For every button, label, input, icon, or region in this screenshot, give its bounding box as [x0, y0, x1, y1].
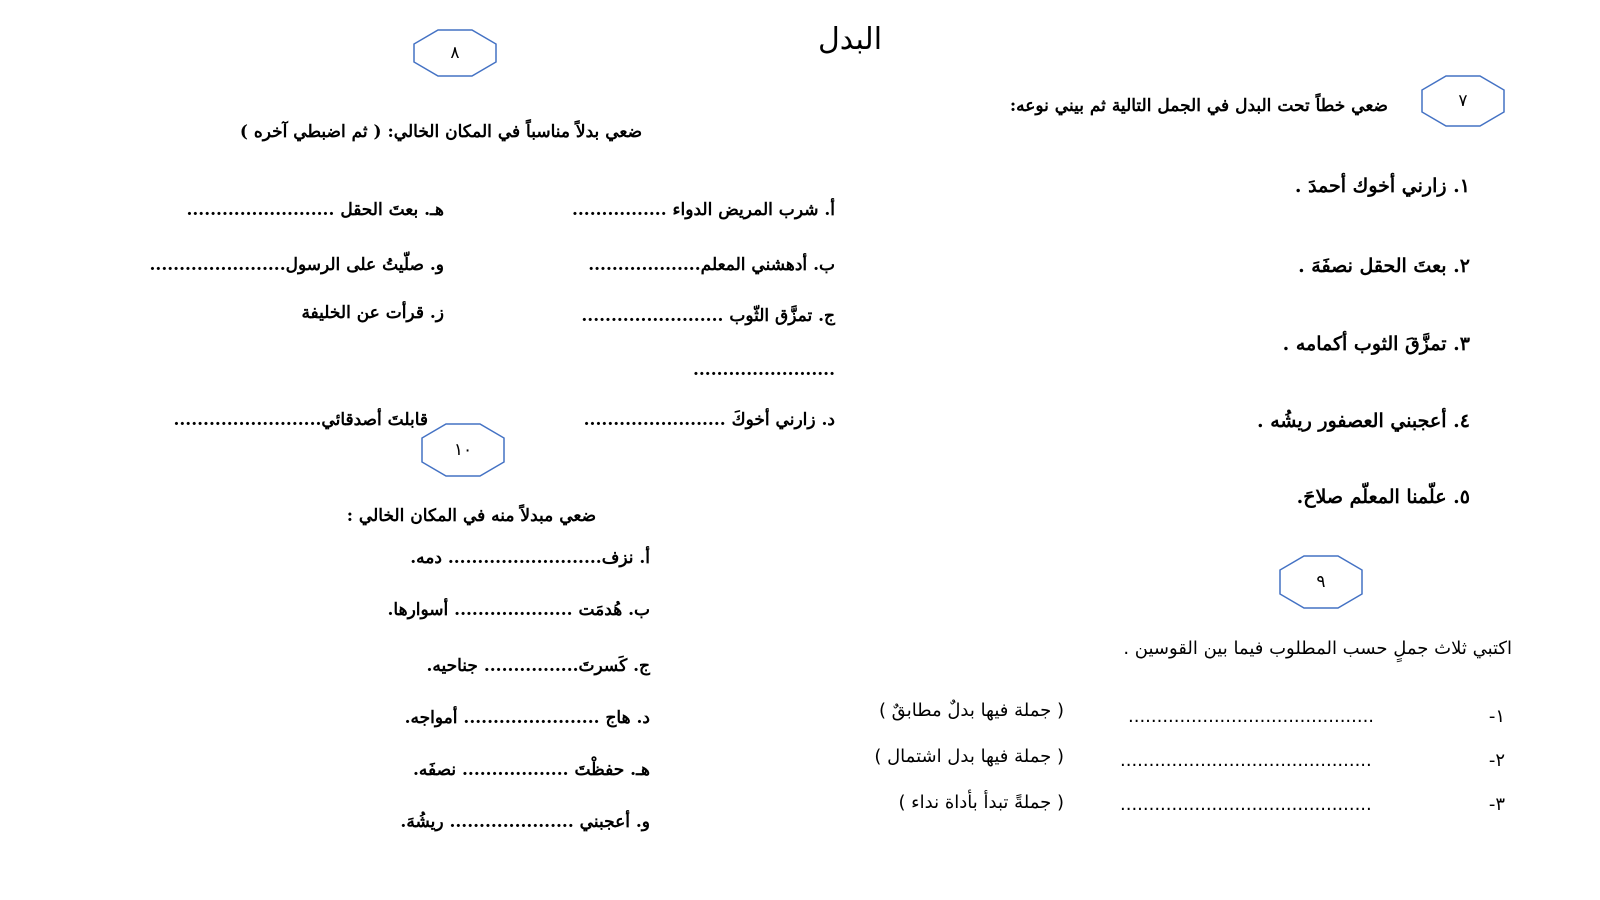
question-8-item: ز. قرأت عن الخليفة	[301, 303, 444, 323]
question-10-number: ١٠	[453, 440, 473, 460]
question-9-hint: ( جملةً تبدأ بأداة نداء )	[898, 792, 1064, 813]
question-8-item: قابلتَ أصدقائي.........................	[173, 410, 428, 430]
question-10-item: ب. هُدمَت .................... أسوارها.	[387, 600, 650, 620]
question-8-number: ٨	[450, 43, 460, 63]
question-7-item: ٤. أعجبني العصفور ريشُه .	[1256, 410, 1470, 432]
question-9-answer-line: ............................................	[1120, 750, 1372, 771]
question-8-item: و. صلّيتُ على الرسول.......................	[149, 255, 444, 275]
question-9-row-number: ١-	[1488, 706, 1505, 727]
question-8-item: ........................	[692, 360, 835, 380]
question-7-item: ٢. بعتَ الحقل نصفَهَ .	[1298, 255, 1470, 277]
question-9-instruction: اكتبي ثلاث جملٍ حسب المطلوب فيما بين القوسين .	[1123, 638, 1512, 659]
question-7-item: ١. زارني أخوك أحمدَ .	[1294, 175, 1470, 197]
question-7-item: ٥. علّمنا المعلّم صلاحَ.	[1296, 486, 1470, 508]
question-10-item: هـ. حفظْتَ .................. نصفَه.	[412, 760, 650, 780]
question-8-item: د. زارني أخوكَ ........................	[583, 410, 835, 430]
question-10-item: و. أعجبني ..................... ريشُهَ.	[400, 812, 650, 832]
question-9-row-number: ٢-	[1488, 750, 1505, 771]
question-10-item: د. هاج ....................... أمواجه.	[404, 708, 650, 728]
question-9-badge	[1278, 554, 1364, 604]
question-8-instruction: ضعي بدلاً مناسباً في المكان الخالي: ( ثم اضبطي آخره )	[239, 122, 642, 142]
question-9-number: ٩	[1316, 572, 1326, 592]
question-8-item: هـ. بعتَ الحقل .........................	[186, 200, 444, 220]
question-7-number: ٧	[1458, 91, 1468, 111]
question-9-row-number: ٣-	[1488, 794, 1505, 815]
question-10-instruction: ضعي مبدلاً منه في المكان الخالي :	[346, 506, 596, 526]
question-9-hint: ( جملة فيها بدل اشتمال )	[874, 746, 1064, 767]
page-title: البدل	[817, 22, 883, 57]
question-7-badge	[1420, 74, 1506, 124]
question-9-answer-line: ...........................................	[1128, 706, 1375, 727]
question-9-answer-line: ............................................	[1120, 794, 1372, 815]
question-8-badge	[412, 28, 498, 78]
question-7-item: ٣. تمزَّقَ الثوب أكمامه .	[1282, 333, 1470, 355]
question-10-badge	[420, 422, 506, 472]
question-8-item: أ. شرب المريض الدواء ................	[571, 200, 835, 220]
question-8-item: ب. أدهشني المعلم...................	[588, 255, 835, 275]
question-10-item: ج. كَسرتَ................ جناحيه.	[426, 656, 650, 676]
question-7-instruction: ضعي خطاً تحت البدل في الجمل التالية ثم بيني نوعه:	[1009, 96, 1388, 116]
question-9-hint: ( جملة فيها بدلٌ مطابقٌ )	[878, 700, 1064, 721]
question-10-item: أ. نزف.......................... دمه.	[410, 548, 650, 568]
question-8-item: ج. تمزَّق الثّوب ........................	[581, 306, 835, 326]
